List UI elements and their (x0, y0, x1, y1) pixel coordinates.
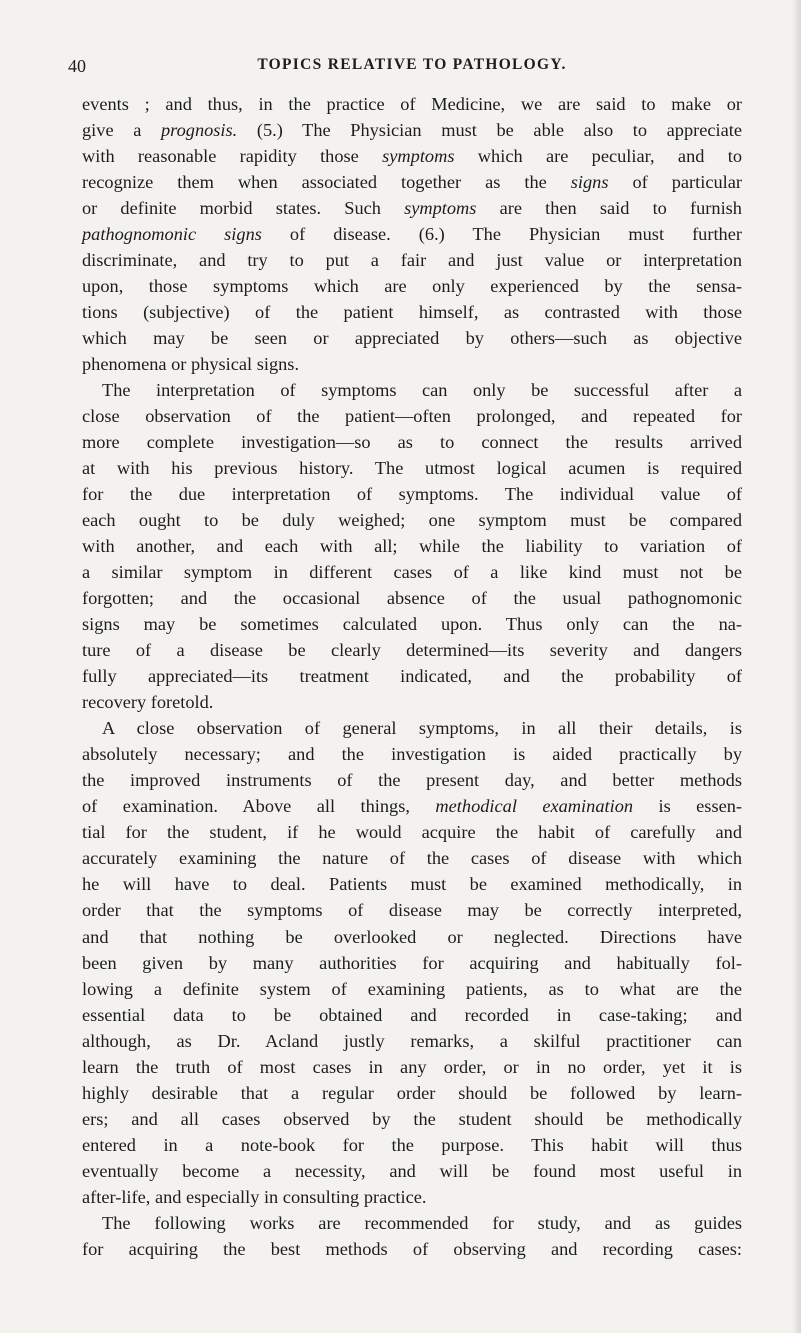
text-line: ers; and all cases observed by the student should be methodically (82, 1108, 742, 1129)
text-line: at with his previous history. The utmost logical acumen is required (82, 458, 742, 479)
text-line: fully appreciated—its treatment indicated, and the probability of (82, 666, 742, 687)
text-line: more complete investigation—so as to connect the results arrived (82, 432, 742, 453)
emphasis: pathognomonic signs (82, 224, 262, 245)
text-line: for the due interpretation of symptoms. The individual value of (82, 484, 742, 505)
text-line: with reasonable rapidity those symptoms which are peculiar, and to (82, 146, 743, 167)
text-line: ture of a disease be clearly determined—its severity and dangers (82, 640, 742, 661)
text-line: with another, and each with all; while the liability to variation of (82, 536, 742, 557)
running-title: TOPICS RELATIVE TO PATHOLOGY. (257, 55, 567, 74)
page-number: 40 (68, 56, 86, 76)
text-line: tions (subjective) of the patient himself, as contrasted with those (82, 302, 742, 323)
emphasis: prognosis. (160, 120, 238, 141)
text-line: pathognomonic signs of disease. (6.) The Physician must further (82, 224, 742, 245)
emphasis: symptoms (404, 198, 477, 219)
text-line: absolutely necessary; and the investigation is aided practically by (82, 744, 742, 765)
text-line: eventually become a necessity, and will be found most useful in (82, 1160, 742, 1181)
emphasis: symptoms (382, 146, 455, 167)
text-line: recovery foretold. (82, 692, 214, 713)
text-line: tial for the student, if he would acquire the habit of carefully and (82, 822, 742, 843)
text-line: learn the truth of most cases in any order, or in no order, yet it is (82, 1056, 742, 1077)
text-line: and that nothing be overlooked or neglected. Directions have (82, 926, 742, 947)
text-line: events ; and thus, in the practice of Medicine, we are said to make or (82, 94, 742, 114)
text-line: The following works are recommended for study, and as guides (102, 1212, 742, 1233)
text-line: of examination. Above all things, methodical examination is essen- (82, 796, 743, 817)
text-line: a similar symptom in different cases of a like kind must not be (82, 562, 742, 583)
page-edge-shadow (792, 0, 801, 1333)
text-line: phenomena or physical signs. (82, 354, 300, 375)
text-line: or definite morbid states. Such symptoms are then said to furnish (82, 198, 742, 219)
body-text (82, 91, 742, 1262)
text-line: give a prognosis. (5.) The Physician must be able also to appreciate (82, 120, 742, 141)
text-line: each ought to be duly weighed; one symptom must be compared (82, 510, 742, 531)
text-line: after-life, and especially in consulting practice. (82, 1186, 427, 1207)
text-line: forgotten; and the occasional absence of the usual pathognomonic (82, 588, 742, 609)
text-line: been given by many authorities for acquiring and habitually fol- (82, 952, 742, 973)
text-line: highly desirable that a regular order should be followed by learn- (82, 1082, 742, 1103)
text-line: for acquiring the best methods of observing and recording cases: (82, 1238, 742, 1259)
emphasis: methodical examination (435, 796, 634, 817)
text-line: signs may be sometimes calculated upon. Thus only can the na- (82, 614, 742, 635)
text-line: order that the symptoms of disease may be correctly interpreted, (82, 900, 742, 921)
book-page (68, 0, 743, 1333)
text-line: the improved instruments of the present day, and better methods (82, 770, 742, 791)
text-line: essential data to be obtained and recorded in case-taking; and (82, 1004, 742, 1025)
text-line: The interpretation of symptoms can only be successful after a (102, 380, 742, 401)
text-line: he will have to deal. Patients must be examined methodically, in (82, 874, 742, 895)
text-line: which may be seen or appreciated by others—such as objective (82, 328, 742, 349)
text-line: upon, those symptoms which are only experienced by the sensa- (82, 276, 742, 297)
text-line: discriminate, and try to put a fair and just value or interpretation (82, 250, 742, 271)
text-line: close observation of the patient—often prolonged, and repeated for (82, 406, 742, 427)
text-line: accurately examining the nature of the cases of disease with which (82, 848, 742, 869)
emphasis: signs (570, 172, 609, 193)
text-line: although, as Dr. Acland justly remarks, a skilful practitioner can (82, 1030, 742, 1051)
text-line: lowing a definite system of examining patients, as to what are the (82, 978, 742, 999)
running-head (68, 55, 742, 78)
text-line: entered in a note-book for the purpose. This habit will thus (82, 1134, 742, 1155)
text-line: A close observation of general symptoms, in all their details, is (102, 718, 742, 739)
text-line: recognize them when associated together as the signs of particular (82, 172, 742, 193)
